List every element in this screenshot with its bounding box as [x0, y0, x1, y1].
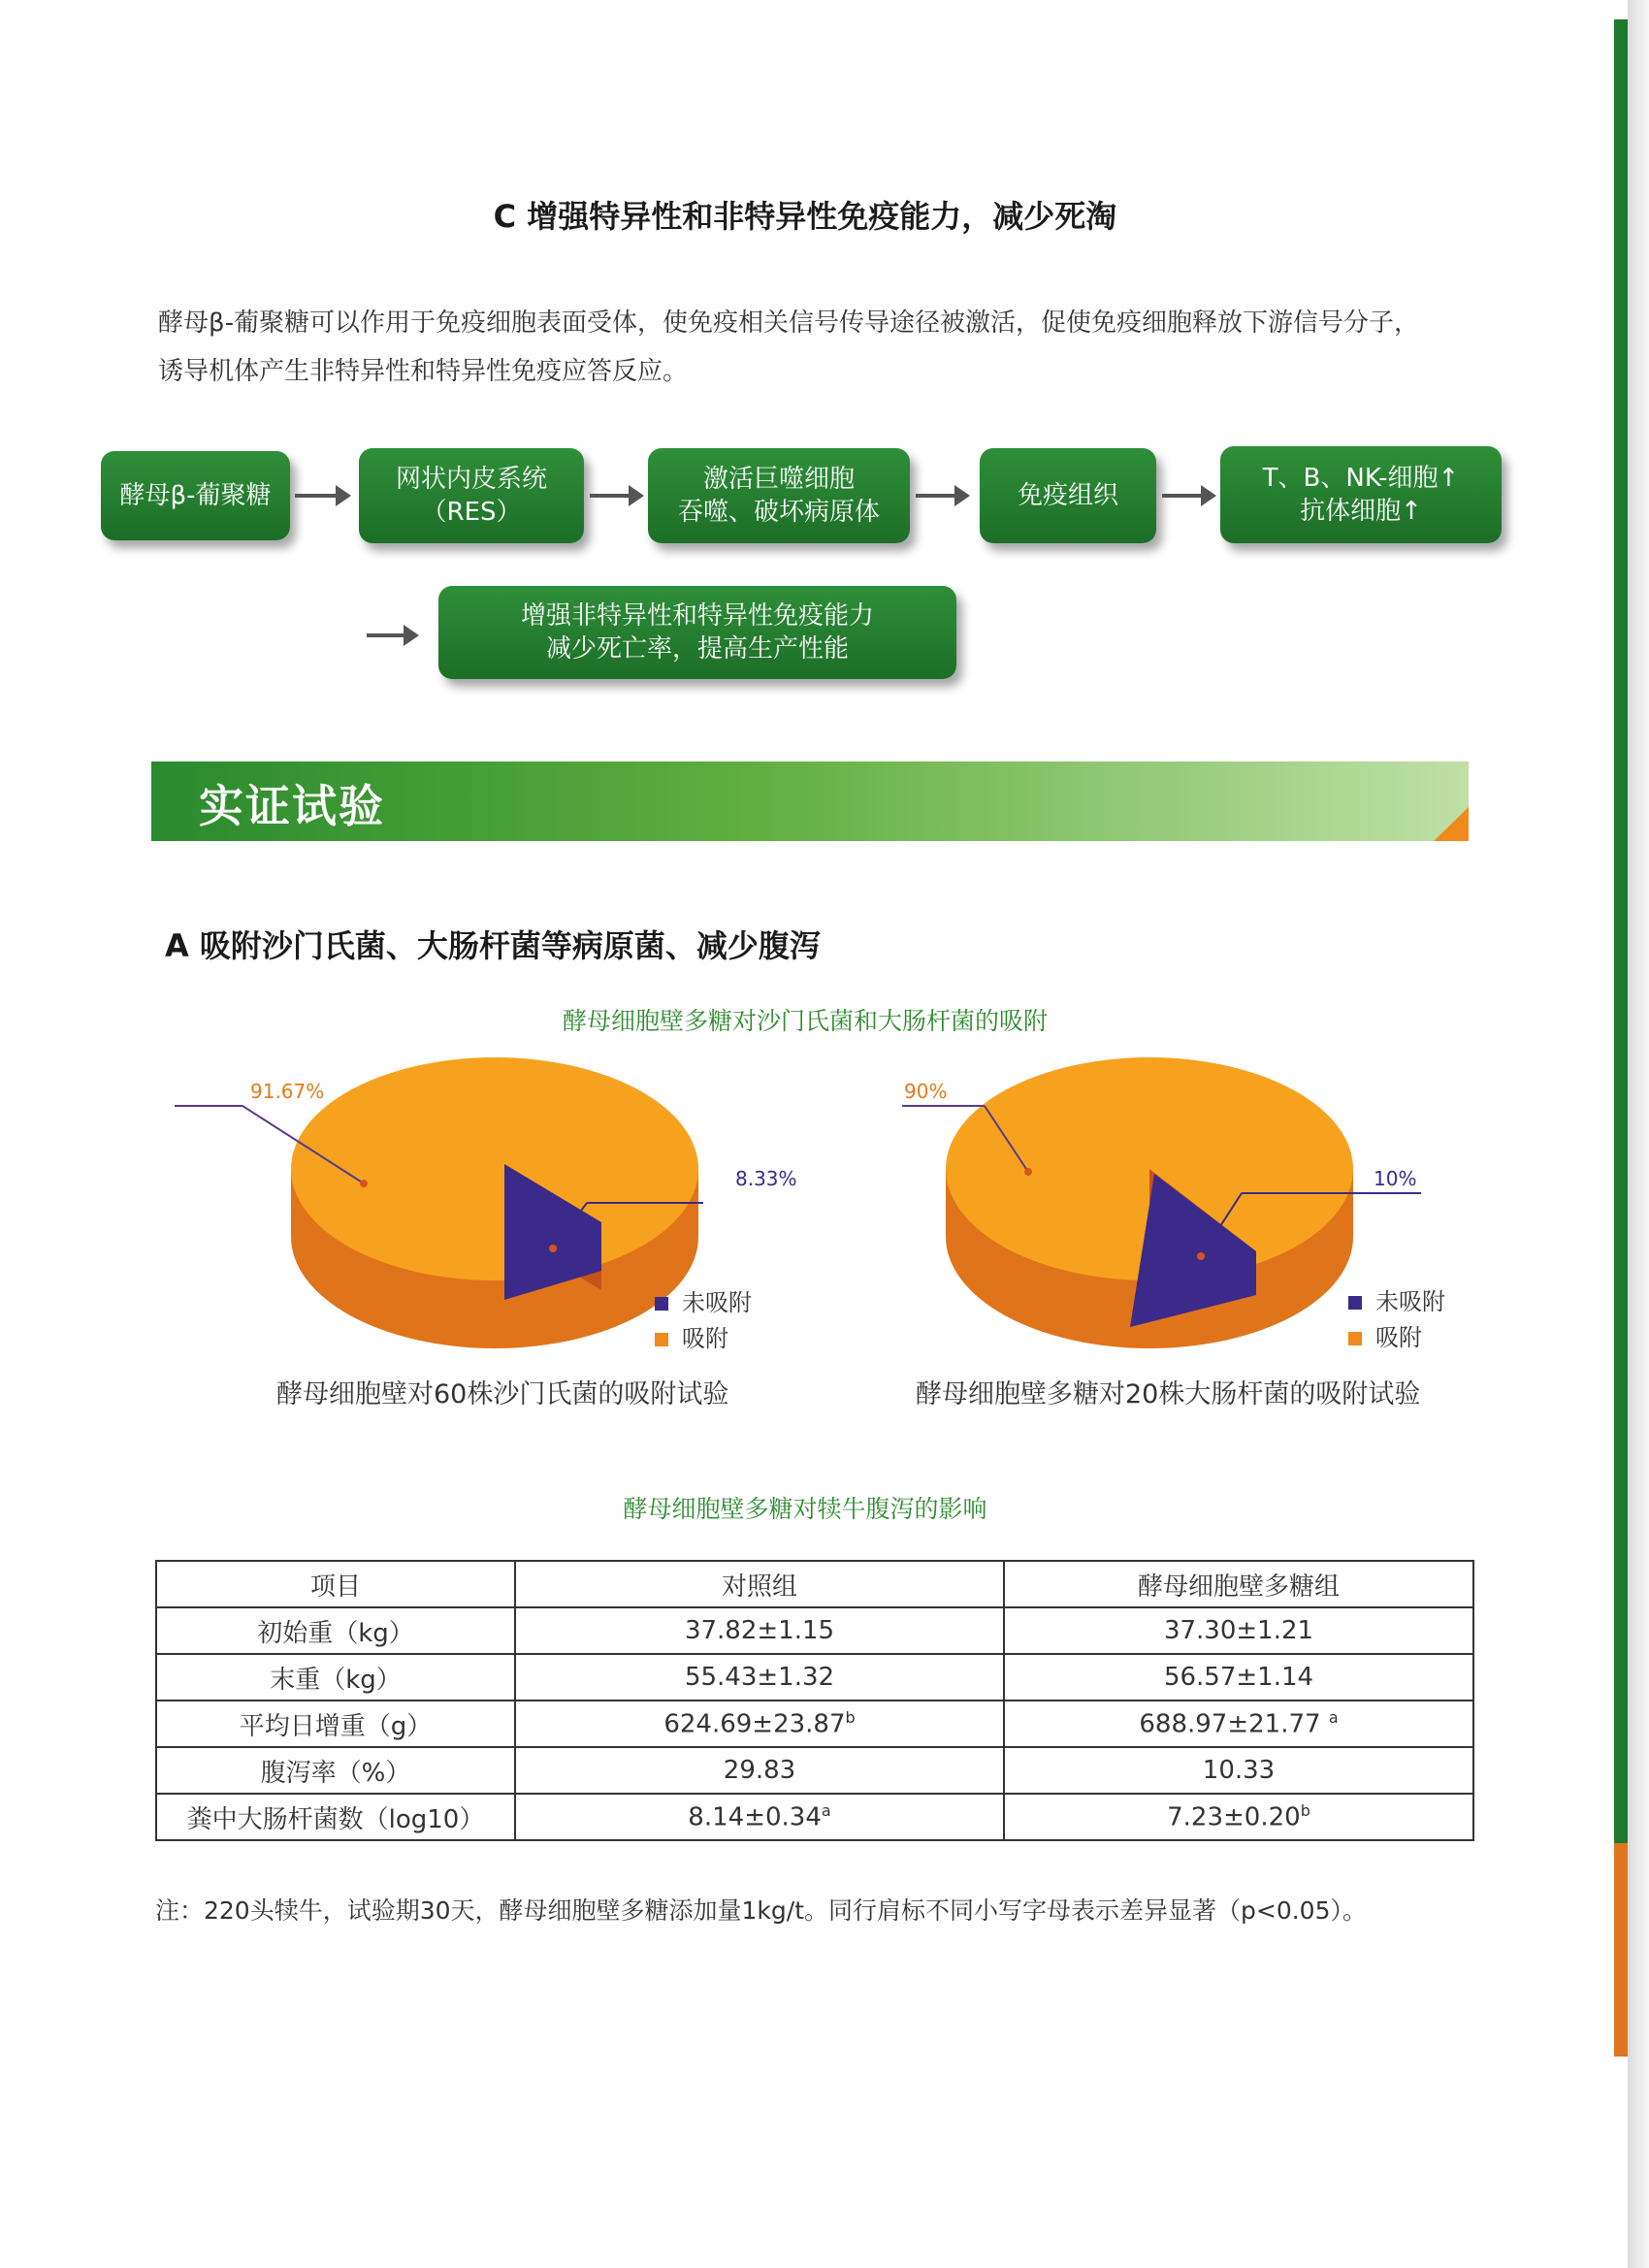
- flow-box-label: 增强非特异性和特异性免疫能力: [520, 601, 874, 631]
- pie1-legend-unadsorbed: [655, 1283, 752, 1317]
- table-cell-treatment: [1004, 1701, 1473, 1747]
- significance-letter: a: [1328, 1708, 1339, 1728]
- table-title: 酵母细胞壁多糖对犊牛腹泻的影响: [623, 1495, 987, 1523]
- pie2-legend-adsorbed: [1348, 1318, 1422, 1352]
- flow-box-label: 酵母β-葡聚糖: [119, 481, 272, 510]
- table-footnote: 注：220头犊牛，试验期30天，酵母细胞壁多糖添加量1kg/t。同行肩标不同小写字母表示差异显著（p<0.05）。: [155, 1896, 1367, 1925]
- section-c-title: C 增强特异性和非特异性免疫能力，减少死淘: [493, 198, 1117, 235]
- table-header-row: [156, 1561, 1473, 1607]
- legend-label: 吸附: [682, 1325, 728, 1352]
- table-row: [156, 1654, 1473, 1701]
- diarrhea-table: [155, 1560, 1474, 1841]
- cell-value: 624.69±23.87: [663, 1709, 846, 1739]
- table-cell-control: [515, 1794, 1004, 1840]
- cell-value: 688.97±21.77: [1139, 1709, 1321, 1739]
- table-cell-control: [515, 1701, 1004, 1747]
- legend-swatch-adsorbed: [655, 1333, 668, 1346]
- pie1-legend-adsorbed: [655, 1319, 728, 1353]
- legend-label: 吸附: [1375, 1324, 1422, 1351]
- flow-box-label: 减少死亡率，提高生产性能: [545, 634, 849, 664]
- banner-corner-accent: [1434, 807, 1469, 841]
- significance-letter: b: [845, 1708, 856, 1728]
- flow-box-label: （RES）: [421, 498, 522, 527]
- table-row: [156, 1607, 1473, 1654]
- cell-value: 55.43±1.32: [684, 1663, 835, 1692]
- cell-value: 7.23±0.20: [1167, 1802, 1301, 1832]
- legend-label: 未吸附: [1375, 1288, 1445, 1315]
- flow-box-macrophage: [648, 448, 910, 543]
- significance-letter: b: [1300, 1801, 1310, 1821]
- table-cell-treatment: [1004, 1794, 1473, 1840]
- table-cell-item: 末重（kg）: [156, 1654, 515, 1701]
- section-a-title: A 吸附沙门氏菌、大肠杆菌等病原菌、减少腹泻: [165, 927, 821, 964]
- table-header-item: 项目: [156, 1561, 515, 1607]
- flow-arrow-5: [367, 633, 405, 637]
- page-edge-green-strip: [1614, 19, 1628, 1843]
- table-header-control: 对照组: [515, 1561, 1004, 1607]
- table-cell-item: 粪中大肠杆菌数（log10）: [156, 1794, 515, 1840]
- paragraph-line-2: 诱导机体产生非特异性和特异性免疫应答反应。: [158, 357, 689, 386]
- pie2-legend-unadsorbed: [1348, 1282, 1445, 1316]
- flow-box-label: 抗体细胞↑: [1300, 497, 1422, 526]
- table-cell-control: [515, 1607, 1004, 1654]
- section-banner-title: 实证试验: [199, 780, 385, 832]
- flow-arrow-2: [590, 494, 630, 498]
- pie-label-dot: [549, 1245, 557, 1252]
- pie-label-dot: [360, 1180, 368, 1187]
- flow-box-cells: [1220, 446, 1502, 543]
- table-cell-control: [515, 1654, 1004, 1701]
- legend-swatch-unadsorbed: [655, 1297, 668, 1311]
- pie-slice-adsorbed: [291, 1057, 698, 1280]
- table-row: [156, 1747, 1473, 1794]
- table-row: [156, 1701, 1473, 1747]
- cell-value: 56.57±1.14: [1163, 1663, 1314, 1692]
- flow-box-label: 吞噬、破坏病原体: [677, 498, 880, 527]
- pie-label-unadsorbed: 10%: [1374, 1167, 1417, 1190]
- legend-swatch-adsorbed: [1348, 1332, 1362, 1345]
- flow-arrow-3: [916, 494, 956, 498]
- pie-label-dot: [1024, 1168, 1032, 1176]
- legend-label: 未吸附: [682, 1289, 752, 1316]
- significance-letter: a: [821, 1801, 831, 1821]
- pie2-caption: 酵母细胞壁多糖对20株大肠杆菌的吸附试验: [916, 1379, 1421, 1409]
- table-cell-item: 平均日增重（g）: [156, 1701, 515, 1747]
- flow-box-res: [359, 448, 584, 543]
- table-cell-item: 腹泻率（%）: [156, 1747, 515, 1794]
- flow-box-glucan: [101, 451, 290, 540]
- flow-arrow-4: [1162, 494, 1203, 498]
- flow-box-label: 激活巨噬细胞: [702, 465, 855, 494]
- pie-charts-title: 酵母细胞壁多糖对沙门氏菌和大肠杆菌的吸附: [562, 1007, 1048, 1035]
- cell-value: 37.30±1.21: [1163, 1616, 1314, 1645]
- paragraph-line-1: 酵母β-葡聚糖可以作用于免疫细胞表面受体，使免疫相关信号传导途径被激活，促使免疫细胞释放下游信号分子，: [158, 308, 1419, 338]
- table-cell-item: 初始重（kg）: [156, 1607, 515, 1654]
- pie-label-adsorbed: 91.67%: [250, 1080, 325, 1103]
- pie-label-adsorbed: 90%: [904, 1080, 948, 1103]
- cell-value: 10.33: [1202, 1756, 1276, 1785]
- legend-swatch-unadsorbed: [1348, 1296, 1362, 1310]
- pie1-caption: 酵母细胞壁对60株沙门氏菌的吸附试验: [276, 1379, 729, 1409]
- table-header-treatment: 酵母细胞壁多糖组: [1004, 1561, 1473, 1607]
- flow-box-label: 免疫组织: [1017, 481, 1118, 510]
- table-row: [156, 1794, 1473, 1840]
- page-edge-orange-strip: [1614, 1843, 1628, 2057]
- flow-box-result: [438, 586, 956, 679]
- pie-label-unadsorbed: 8.33%: [735, 1167, 797, 1190]
- cell-value: 37.82±1.15: [684, 1616, 835, 1645]
- cell-value: 8.14±0.34: [688, 1802, 822, 1832]
- table-cell-treatment: [1004, 1607, 1473, 1654]
- table-cell-treatment: [1004, 1747, 1473, 1794]
- section-c-paragraph: [158, 299, 1536, 396]
- flow-box-label: 网状内皮系统: [395, 465, 547, 494]
- flow-box-immune-tissue: [980, 448, 1156, 543]
- table-cell-treatment: [1004, 1654, 1473, 1701]
- cell-value: 29.83: [723, 1756, 796, 1785]
- pie-label-dot: [1197, 1252, 1205, 1260]
- page-edge-shadow: [1628, 0, 1649, 2268]
- flow-arrow-1: [295, 494, 338, 498]
- table-cell-control: [515, 1747, 1004, 1794]
- flow-box-label: T、B、NK-细胞↑: [1262, 464, 1460, 493]
